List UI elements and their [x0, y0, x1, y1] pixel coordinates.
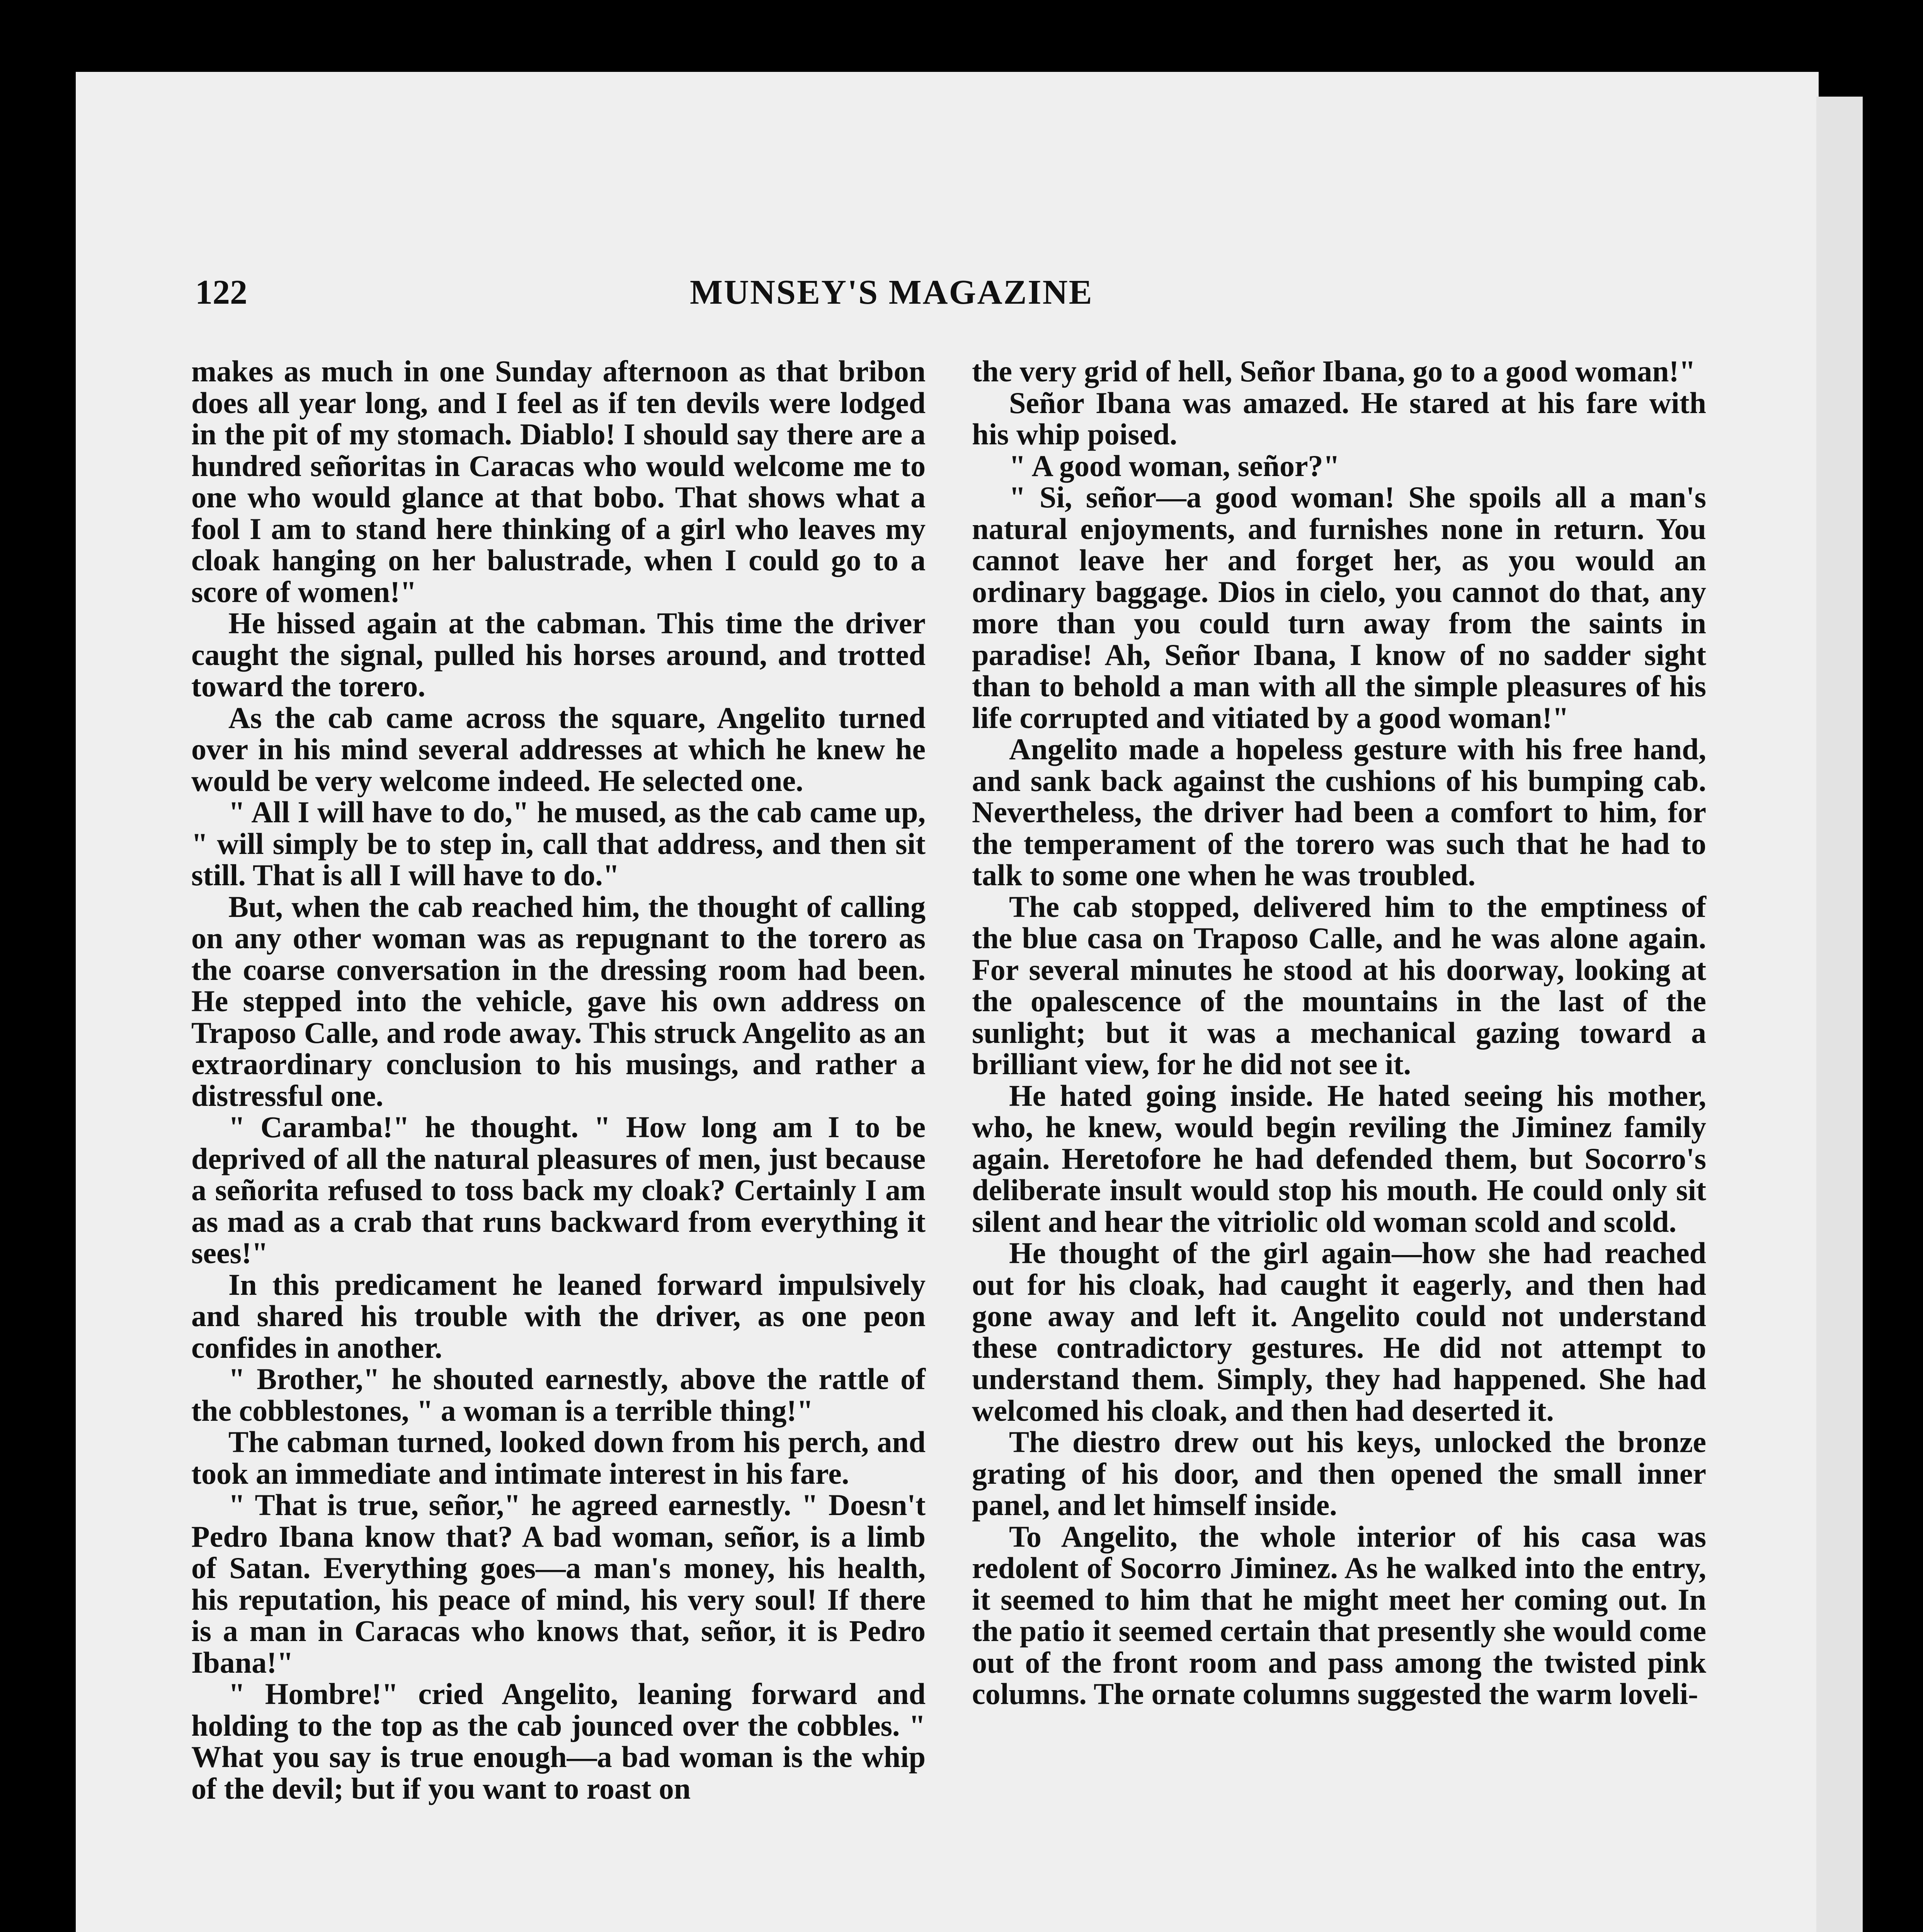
paragraph: He hated going inside. He hated seeing his mother, who, he knew, would begin reviling the Jiminez family again. Heretofore he had defended them, but Socorro's deliberate insult would stop his mouth. He could only sit silent and hear the vitriolic old woman scold and scold.: [972, 1078, 1706, 1238]
next-page-edge: [1816, 97, 1863, 1932]
paragraph: " Si, señor—a good woman! She spoils all a man's natural enjoyments, and furnishes none in return. You cannot leave her and forget her, as you would an ordinary baggage. Dios in cielo, you cannot do that, any more than you could turn away from the saints in paradise! Ah, Señor Ibana, I know of no sadder sight than to behold a man with all the simple pleasures of his life corrupted and vitiated by a good woman!": [972, 480, 1706, 735]
paragraph: makes as much in one Sunday afternoon as that bribon does all year long, and I feel as if ten devils were lodged in the pit of my stomach. Diablo! I should say there are a hundred señoritas in Caracas who would welcome me to one who would glance at that bobo. That shows what a fool I am to stand here thinking of a girl who leaves my cloak hanging on her balustrade, when I could go to a score of women!": [191, 354, 926, 609]
page-number: 122: [195, 273, 247, 311]
page-header: [195, 272, 1819, 319]
paragraph: Angelito made a hopeless gesture with his free hand, and sank back against the cushions of his bumping cab. Nevertheless, the driver had been a comfort to him, for the temperament of the torero was such that he had to talk to some one when he was troubled.: [972, 732, 1706, 892]
paragraph: The diestro drew out his keys, unlocked the bronze grating of his door, and then opened the small inner panel, and let himself inside.: [972, 1425, 1706, 1522]
paragraph: He thought of the girl again—how she had reached out for his cloak, had caught it eagerly, and then had gone away and left it. Angelito could not understand these contradictory gestures. He did not attempt to understand them. Simply, they had happened. She had welcomed his cloak, and then had deserted it.: [972, 1236, 1706, 1427]
running-head: MUNSEY'S MAGAZINE: [690, 273, 1093, 311]
paragraph: In this predicament he leaned forward impulsively and shared his trouble with the driver, as one peon confides in another.: [191, 1267, 926, 1364]
paragraph: " Brother," he shouted earnestly, above the rattle of the cobblestones, " a woman is a terrible thing!": [191, 1362, 926, 1427]
paragraph: " A good woman, señor?": [1009, 449, 1340, 483]
paragraph: But, when the cab reached him, the thought of calling on any other woman was as repugnant to the torero as the coarse conversation in the dressing room had been. He stepped into the vehicle, gave his own address on Traposo Calle, and rode away. This struck Angelito as an extraordinary conclusion to his musings, and rather a distressful one.: [191, 889, 926, 1112]
paragraph: " Hombre!" cried Angelito, leaning forward and holding to the top as the cab jounced over the cobbles. " What you say is true enough—a bad woman is the whip of the devil; but if you want to roast on: [191, 1677, 926, 1805]
right-column: [972, 355, 1706, 1710]
paragraph: To Angelito, the whole interior of his casa was redolent of Socorro Jiminez. As he walked into the entry, it seemed to him that he might meet her coming out. In the patio it seemed certain that presently she would come out of the front room and pass among the twisted pink columns. The ornate columns suggested the warm loveli-: [972, 1519, 1706, 1711]
paragraph: Señor Ibana was amazed. He stared at his fare with his whip poised.: [972, 386, 1706, 451]
paragraph: " That is true, señor," he agreed earnestly. " Doesn't Pedro Ibana know that? A bad woman, señor, is a limb of Satan. Everything goes—a man's money, his health, his reputation, his peace of mind, his very soul! If there is a man in Caracas who knows that, señor, it is Pedro Ibana!": [191, 1488, 926, 1679]
left-column: [191, 355, 926, 1804]
paragraph: The cabman turned, looked down from his perch, and took an immediate and intimate interest in his fare.: [191, 1425, 926, 1490]
paragraph: " All I will have to do," he mused, as the cab came up, " will simply be to step in, call that address, and then sit still. That is all I will have to do.": [191, 795, 926, 892]
paragraph: He hissed again at the cabman. This time the driver caught the signal, pulled his horses around, and trotted toward the torero.: [191, 606, 926, 703]
paragraph: The cab stopped, delivered him to the emptiness of the blue casa on Traposo Calle, and he was alone again. For several minutes he stood at his doorway, looking at the opalescence of the mountains in the last of the sunlight; but it was a mechanical gazing toward a brilliant view, for he did not see it.: [972, 889, 1706, 1081]
paragraph: As the cab came across the square, Angelito turned over in his mind several addresses at which he knew he would be very welcome indeed. He selected one.: [191, 701, 926, 798]
paragraph: the very grid of hell, Señor Ibana, go to a good woman!": [972, 354, 1696, 388]
paragraph: " Caramba!" he thought. " How long am I to be deprived of all the natural pleasures of men, just because a señorita refused to toss back my cloak? Certainly I am as mad as a crab that runs backward from everything it sees!": [191, 1110, 926, 1270]
